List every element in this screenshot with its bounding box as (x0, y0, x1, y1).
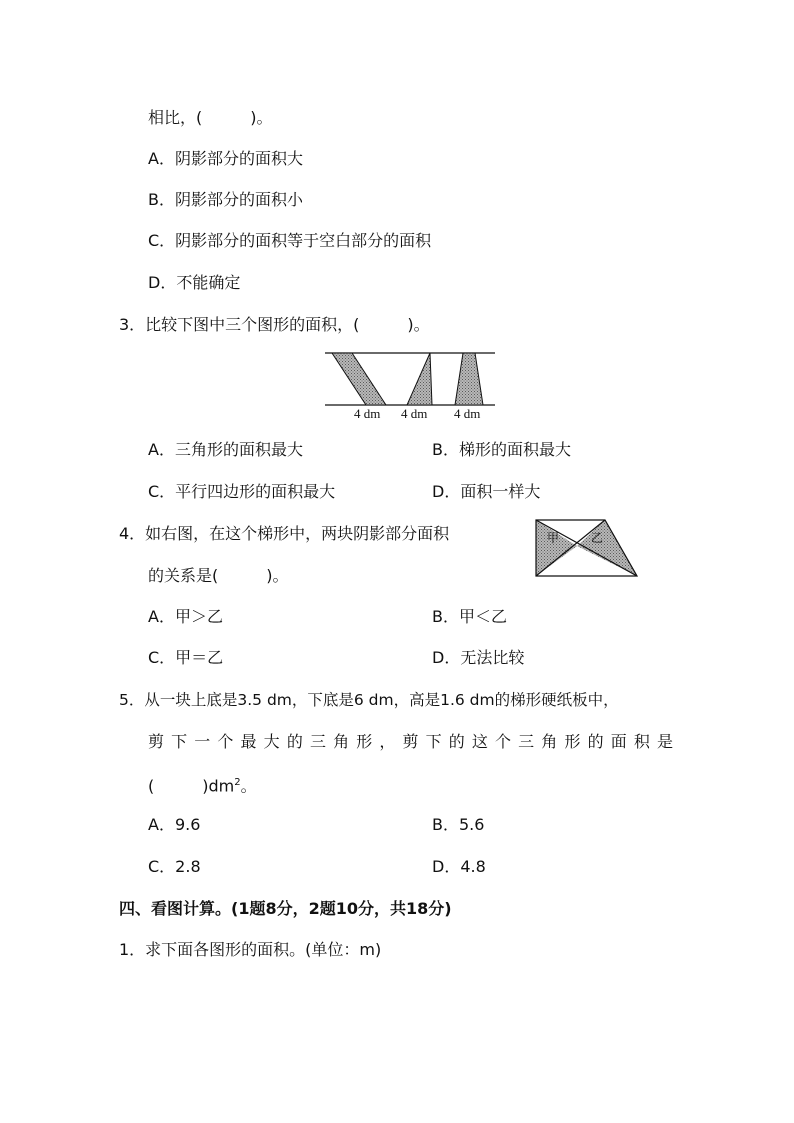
q4-option-d[interactable]: D．无法比较 (432, 648, 525, 667)
q2-option-a[interactable]: A．阴影部分的面积大 (148, 149, 303, 168)
q3-option-b[interactable]: B．梯形的面积最大 (432, 440, 571, 459)
q2-stem-end: 相比，( )。 (148, 108, 273, 127)
section4-q1-stem: 1．求下面各图形的面积。(单位：m) (119, 940, 382, 959)
q2-option-b[interactable]: B．阴影部分的面积小 (148, 190, 303, 209)
q3-option-a[interactable]: A．三角形的面积最大 (148, 440, 303, 459)
q4-label-jia: 甲 (547, 531, 560, 545)
q2-option-c[interactable]: C．阴影部分的面积等于空白部分的面积 (148, 231, 432, 250)
q4-label-yi: 乙 (591, 531, 604, 545)
q4-figure (532, 514, 642, 580)
q3-triangle (407, 353, 432, 405)
q5-option-c[interactable]: C．2.8 (148, 857, 201, 876)
q5-option-b[interactable]: B．5.6 (432, 815, 485, 834)
q5-unit-exponent: 2 (234, 777, 241, 788)
q5-stem-line3 (148, 772, 257, 797)
q3-trapezoid (455, 353, 483, 405)
q4-option-c[interactable]: C．甲＝乙 (148, 648, 224, 667)
q5-option-a[interactable]: A．9.6 (148, 815, 201, 834)
q3-option-d[interactable]: D．面积一样大 (432, 482, 541, 501)
q4-option-a[interactable]: A．甲＞乙 (148, 607, 223, 626)
q4-stem-line2: 的关系是( )。 (148, 566, 289, 585)
q5-answer-blank[interactable]: ( )dm (148, 776, 235, 796)
q5-stem-end: 。 (240, 776, 257, 796)
q2-option-d[interactable]: D．不能确定 (148, 273, 241, 292)
q3-label-trapezoid: 4 dm (454, 406, 481, 421)
q5-stem-line1: 5．从一块上底是3.5 dm，下底是6 dm，高是1.6 dm的梯形硬纸板中， (119, 691, 619, 709)
q3-parallelogram (332, 353, 386, 405)
q4-option-b[interactable]: B．甲＜乙 (432, 607, 507, 626)
q4-stem-line1: 4．如右图，在这个梯形中，两块阴影部分面积 (119, 524, 450, 543)
section4-heading: 四、看图计算。(1题8分，2题10分，共18分) (119, 899, 452, 918)
q3-label-triangle: 4 dm (401, 406, 428, 421)
q3-label-parallelogram: 4 dm (354, 406, 381, 421)
q5-stem-line2: 剪下一个最大的三角形，剪下的这个三角形的面积是 (148, 732, 673, 751)
q3-stem: 3．比较下图中三个图形的面积，( )。 (119, 315, 430, 334)
q5-option-d[interactable]: D．4.8 (432, 857, 486, 876)
q3-option-c[interactable]: C．平行四边形的面积最大 (148, 482, 336, 501)
